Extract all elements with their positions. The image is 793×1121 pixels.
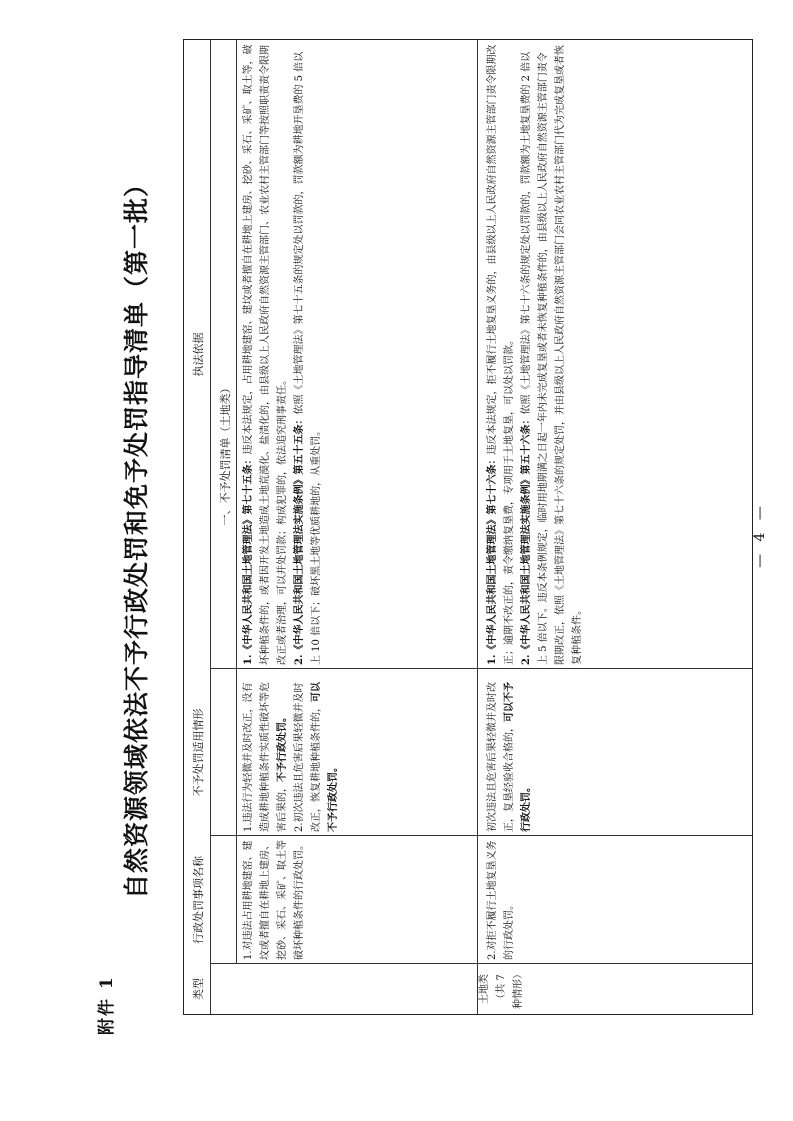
row2-item: 2.对拒不履行土地复垦义务的行政处罚。 <box>487 840 515 960</box>
row2-condition <box>484 673 535 832</box>
row2-basis1-bold: 1.《中华人民共和国土地管理法》第七十六条： <box>487 454 498 665</box>
row1-basis1-bold: 1.《中华人民共和国土地管理法》第七十五条： <box>243 454 254 665</box>
document-title: 自然资源领域依法不予行政处罚和免予处罚指导清单（第一批） <box>122 171 151 900</box>
header-condition: 不予处罚适用情形 <box>192 708 205 797</box>
row1-condition-bold: 不予行政处罚。 <box>277 712 288 782</box>
header-item: 行政处罚事项名称 <box>192 856 205 944</box>
row2-condition-bold: 可以不予行政处罚。 <box>504 682 532 832</box>
penalty-table <box>183 39 753 1015</box>
row1-condition2-text: 2.初次违法且危害后果轻微并及时改正，恢复耕地种植条件的， <box>294 682 322 832</box>
row1-condition2-bold: 可以不予行政处罚。 <box>311 682 339 832</box>
row1-condition-text: 1.违法行为轻微并及时改正，没有造成耕地种植条件实质性破坏等危害后果的， <box>243 682 288 832</box>
row1-item: 1.对违法占用耕地建窑、建坟或者擅自在耕地上建房、挖砂、采石、采矿、取土等破坏种植条件的行政处罚。 <box>243 840 305 960</box>
row1-basis2-bold: 2.《中华人民共和国土地管理法实施条例》第五十五条： <box>294 414 305 665</box>
row2-basis1-text: 违反本法规定，拒不履行土地复垦义务的，由县级以上人民政府自然资源主管部门责令限期改正；逾期不改正的，责令缴纳复垦费，专项用于土地复垦，可以处以罚款。 <box>487 44 515 665</box>
rotated-page <box>80 35 780 1035</box>
row1-basis <box>240 44 325 665</box>
page-number: — 4 — <box>752 502 768 568</box>
section-title: 一、不予处罚清单（土地类） <box>219 382 232 526</box>
row2-basis2-text: 依照《土地管理法》第七十六条的规定处以罚款的，罚款额为土地复垦费的 2 倍以上 5 倍以下。违反本条例规定，临时用地期满之日起一年内未完成复垦或者未恢复种植条件的，由县级以上人民政府自然资源主管部门责令限期改正，依照《土地管理法》第七十六条的规定处罚，并由县级以上人民政府自然资源主管部门会同农业农村主管部门代为完成复垦或者恢复种植条件。 <box>521 45 583 665</box>
row2-basis <box>484 44 586 665</box>
header-basis: 执法依据 <box>192 332 205 377</box>
header-type: 类型 <box>192 978 205 1000</box>
row1-basis2-text: 依照《土地管理法》第七十五条的规定处以罚款的，罚款额为耕地开垦费的 5 倍以上 10 倍以下；破坏黑土地等优质耕地的，从重处罚。 <box>294 51 322 665</box>
row2-basis2-bold: 2.《中华人民共和国土地管理法实施条例》第五十六条： <box>521 414 532 665</box>
category-label: 土地类（共 7 种情形） <box>479 969 524 1009</box>
row2-condition-text: 初次违法且危害后果轻微并及时改正，复垦经验收合格的， <box>487 682 515 832</box>
annex-label: 附件 1 <box>97 975 117 1035</box>
row1-condition <box>240 673 342 832</box>
row1-basis1-text: 违反本法规定，占用耕地建窑、建坟或者擅自在耕地上建房、挖砂、采石、采矿、取土等，破坏种植条件的，或者因开发土地造成土地荒漠化、盐渍化的，由县级以上人民政府自然资源主管部门、农业农村主管部门等按照职责责令限期改正或者治理，可以并处罚款；构成犯罪的，依法追究刑事责任。 <box>243 44 288 665</box>
